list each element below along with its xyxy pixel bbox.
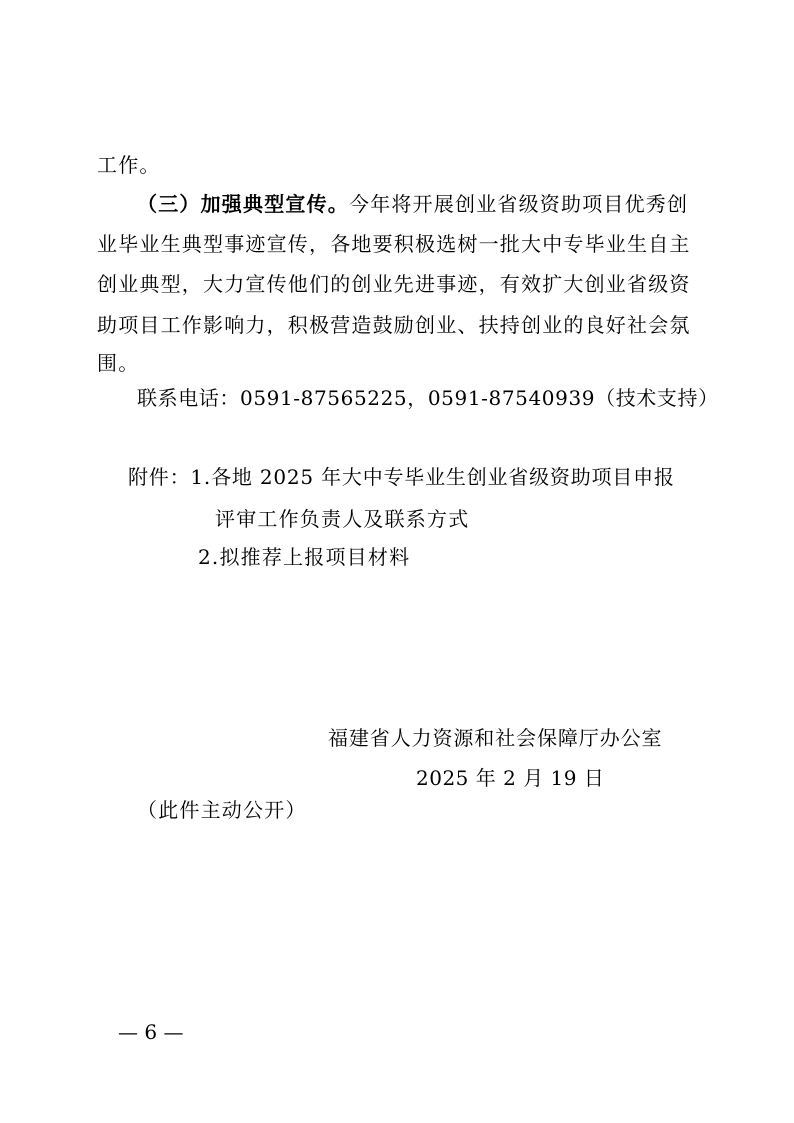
section3-paragraph-line-5: 围。: [97, 351, 140, 375]
section3-heading: （三）加强典型宣传。: [137, 192, 349, 216]
page-number: — 6 —: [118, 1020, 184, 1044]
section3-paragraph-line-4: 助项目工作影响力，积极营造鼓励创业、扶持创业的良好社会氛: [97, 313, 691, 337]
signature-office: 福建省人力资源和社会保障厅办公室: [328, 726, 663, 750]
section3-paragraph-line-2: 业毕业生典型事迹宣传，各地要积极选树一批大中专毕业生自主: [97, 232, 691, 256]
contact-phone: 联系电话：0591-87565225，0591-87540939（技术支持）: [137, 386, 719, 410]
section3-paragraph-line-3: 创业典型，大力宣传他们的创业先进事迹，有效扩大创业省级资: [97, 272, 691, 296]
body-line-1: 工作。: [97, 153, 161, 177]
attachments-line-1: 附件：1.各地 2025 年大中专毕业生创业省级资助项目申报: [128, 465, 675, 489]
signature-date: 2025 年 2 月 19 日: [416, 766, 605, 790]
section3-paragraph-line-1: [137, 190, 688, 218]
attachments-line-3: 2.拟推荐上报项目材料: [198, 545, 411, 569]
attachments-line-2: 评审工作负责人及联系方式: [215, 507, 470, 531]
public-disclosure-note: （此件主动公开）: [137, 798, 307, 822]
section3-line-1-text: 今年将开展创业省级资助项目优秀创: [349, 192, 689, 216]
